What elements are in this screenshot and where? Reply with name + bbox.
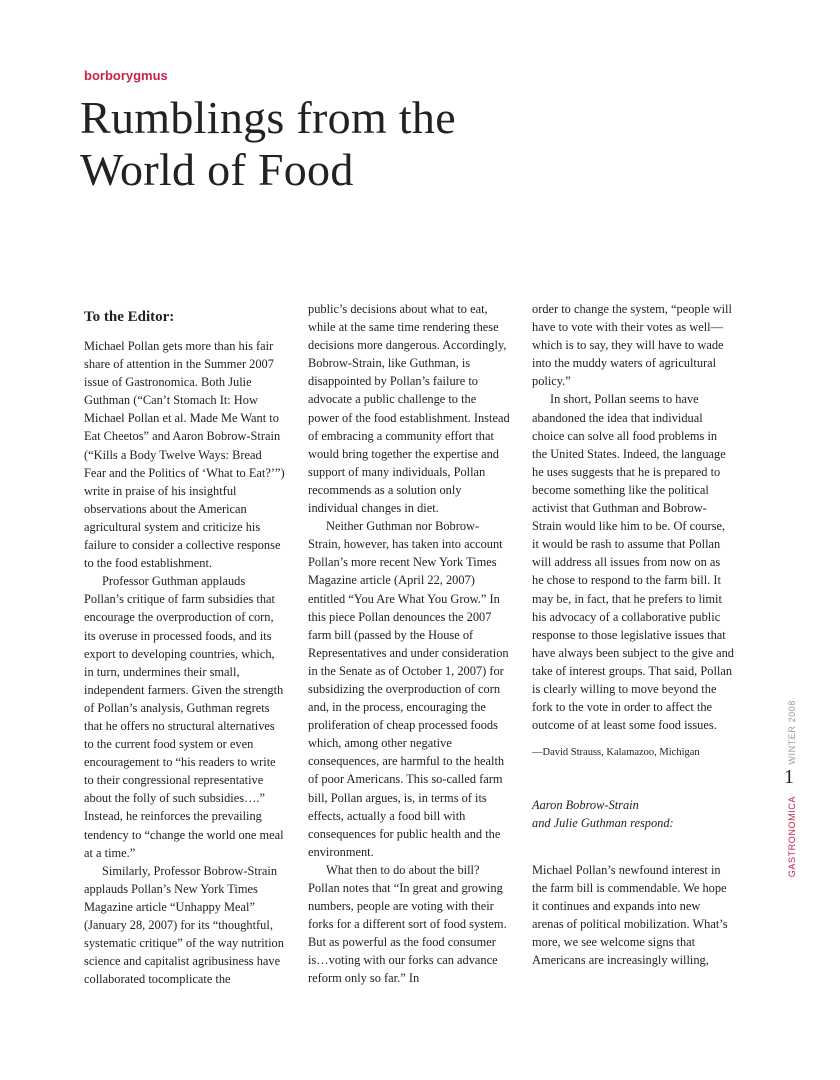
letter-paragraph-5: Neither Guthman nor Bobrow-Strain, however, has taken into account Pollan’s more recent New York Times Magazine article (April 22, 2007) entitled “You Are What You Grow.” In this piece Pollan denounces the 2007 farm bill (passed by the House of Representatives and under consideration in the Senate as of October 1, 2007) for subsidizing the overproduction of corn and, in the process, encouraging the proliferation of cheap processed foods which, among other negative consequences, are harmful to the health of poor Americans. This so-called farm bill, Pollan argues, is, in terms of its effects, actually a food bill with consequences for public health and the environment. bbox=[308, 519, 509, 859]
title-line-2: World of Food bbox=[80, 144, 354, 195]
letter-paragraph-8: In short, Pollan seems to have abandoned the idea that individual choice can solve all food problems in the United States. Indeed, the language he uses suggests that he is prepared to become something like the political activist that Guthman and Bobrow-Strain would like him to be. Of course, it would be rash to assume that Pollan will address all issues from now on as he chose to respond to the farm bill. It may be, in fact, that he prefers to limit his advocacy of a collaborative public response to those legislative issues that have always been subject to the give and take of interest groups. That said, Pollan is clearly willing to move beyond the fork to the vote in order to affect the outcome of at least some food issues. bbox=[532, 392, 734, 733]
page-number: 1 bbox=[784, 766, 794, 788]
issue-label: WINTER 2008 bbox=[787, 700, 797, 765]
letter-paragraph-2: Professor Guthman applauds Pollan’s critique of farm subsidies that encourage the overproduction of corn, its overuse in processed foods, and its export to developing countries, which, in turn, undermines their small, independent farmers. Given the strength of Pollan’s analysis, Guthman regrets that he offers no structural alternatives to the current food system or even encouragement to “his readers to write to their congressional representative about the folly of such subsidies….” Instead, he reinforces the prevailing tendency to “change the world one meal at a time.” bbox=[84, 574, 284, 860]
title-line-1: Rumblings from the bbox=[80, 92, 456, 143]
letter-paragraph-3: Similarly, Professor Bobrow-Strain applauds Pollan’s New York Times Magazine article “Unhappy Meal” (January 28, 2007) for its “thoughtful, systematic critique” of the way nutrition science and capitalist agribusiness have collaborated tocomplicate the bbox=[84, 863, 284, 987]
column-3 bbox=[532, 300, 734, 969]
letter-paragraph-6: What then to do about the bill? Pollan notes that “In great and growing numbers, people are voting with their forks for a different sort of food system. But as powerful as the food consumer is…voting with our forks can advance reform only so far.” In bbox=[308, 862, 507, 986]
side-folio bbox=[782, 700, 806, 890]
column-2 bbox=[308, 300, 510, 988]
magazine-name: GASTRONOMICA bbox=[787, 796, 797, 878]
letter-paragraph-1: Michael Pollan gets more than his fair share of attention in the Summer 2007 issue of Gastronomica. Both Julie Guthman (“Can’t Stomach It: How Michael Pollan et al. Made Me Want to Eat Cheetos” and Aaron Bobrow-Strain (“Kills a Body Twelve Ways: Bread Fear and the Politics of ‘What to Eat?’”) write in praise of his insightful observations about the American agricultural system and criticize his failure to consider a collective response to the food establishment. bbox=[84, 339, 285, 571]
response-heading-line-2: and Julie Guthman respond: bbox=[532, 816, 674, 831]
letter-signature: —David Strauss, Kalamazoo, Michigan bbox=[532, 747, 700, 759]
response-paragraph-1: Michael Pollan’s newfound interest in the farm bill is commendable. We hope it continues and expands into new arenas of political mobilization. What’s more, we see welcome signs that Americans are increasingly willing, bbox=[532, 862, 728, 967]
letter-heading: To the Editor: bbox=[84, 309, 175, 325]
section-label: borborygmus bbox=[84, 68, 168, 83]
column-1 bbox=[84, 300, 286, 988]
letter-paragraph-7: order to change the system, “people will have to vote with their votes as well—which is to say, they will have to wade into the muddy waters of agricultural policy.” bbox=[532, 302, 732, 389]
letter-paragraph-4: public’s decisions about what to eat, while at the same time rendering these decisions more dangerous. Accordingly, Bobrow-Strain, like Guthman, is disappointed by Pollan’s failure to advocate a public challenge to the power of the food establishment. Instead of embracing a community effort that would bring together the expertise and support of many individuals, Pollan recommends as a solution only individual changes in diet. bbox=[308, 302, 510, 516]
response-heading bbox=[532, 796, 734, 832]
page-title bbox=[80, 92, 456, 196]
response-heading-line-1: Aaron Bobrow-Strain bbox=[532, 798, 639, 813]
